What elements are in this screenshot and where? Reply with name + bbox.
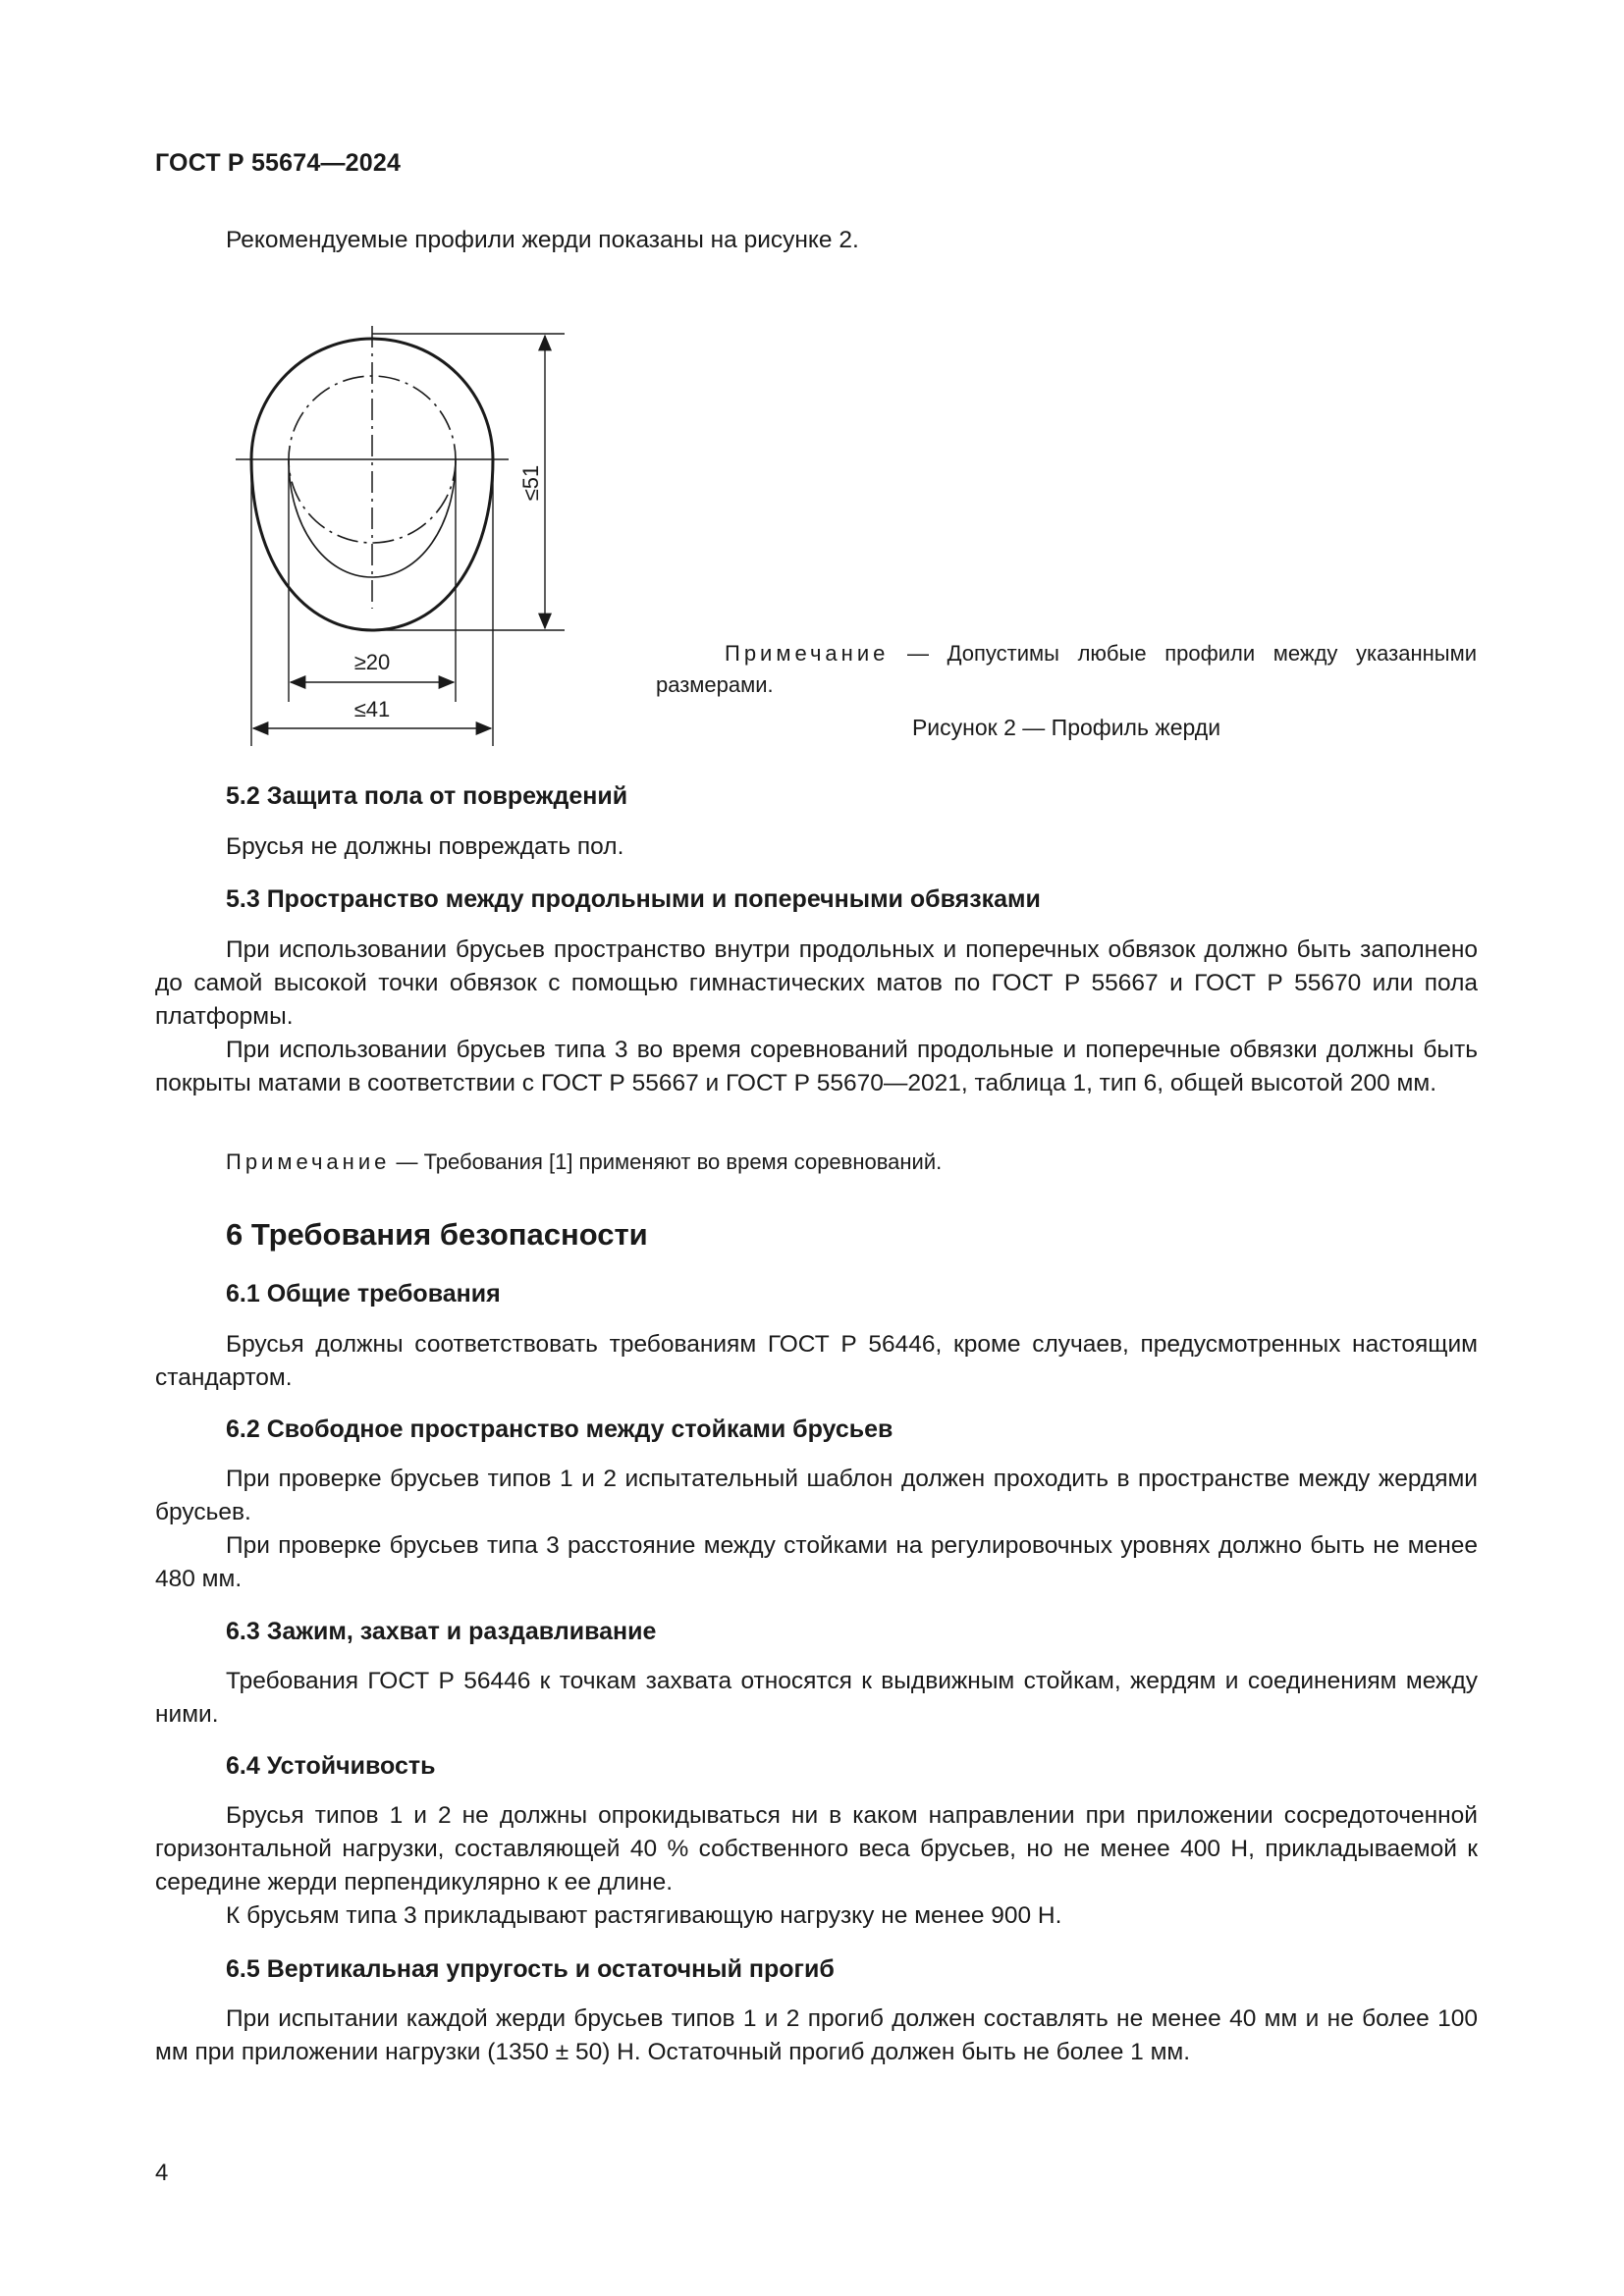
section-6-4-paragraph-2: К брусьям типа 3 прикладывают растягивающую нагрузку не менее 900 Н. bbox=[226, 1902, 1062, 1929]
figure-note-label: Примечание bbox=[725, 641, 890, 666]
section-5-2-title: 5.2 Защита пола от повреждений bbox=[226, 782, 628, 810]
inner-width-label: ≥20 bbox=[353, 650, 391, 674]
section-6-3-title: 6.3 Зажим, захват и раздавливание bbox=[226, 1618, 657, 1645]
section-6-4-paragraph-1: Брусья типов 1 и 2 не должны опрокидываться ни в каком направлении при приложении сосредоточенной горизонтальной нагрузки, составляющей 40 % собственного веса брусьев, но не менее 400 Н, прикладываемой к середине жерди перпендикулярно к ее длине. bbox=[155, 1802, 1478, 1896]
section-6-2-title: 6.2 Свободное пространство между стойками брусьев bbox=[226, 1415, 893, 1443]
intro-paragraph: Рекомендуемые профили жерди показаны на рисунке 2. bbox=[226, 227, 859, 253]
section-6-2-paragraph-1: При проверке брусьев типов 1 и 2 испытательный шаблон должен проходить в пространстве между жердями брусьев. bbox=[155, 1466, 1478, 1525]
section-5-3-note-label: Примечание bbox=[226, 1149, 391, 1174]
bar-profile-figure bbox=[226, 314, 599, 746]
section-6-2-paragraph-2: При проверке брусьев типа 3 расстояние между стойками на регулировочных уровнях должно быть не менее 480 мм. bbox=[155, 1532, 1478, 1592]
section-6-1-title: 6.1 Общие требования bbox=[226, 1280, 501, 1308]
section-6-1-paragraph: Брусья должны соответствовать требованиям ГОСТ Р 56446, кроме случаев, предусмотренных настоящим стандартом. bbox=[155, 1331, 1478, 1391]
section-6-4-title: 6.4 Устойчивость bbox=[226, 1752, 436, 1780]
section-5-2-paragraph: Брусья не должны повреждать пол. bbox=[226, 833, 624, 860]
section-5-3-note bbox=[155, 1147, 1478, 1178]
section-5-3-title: 5.3 Пространство между продольными и поперечными обвязками bbox=[226, 885, 1041, 913]
figure-note-text: — Допустимы любые профили между указанными размерами. bbox=[656, 641, 1477, 697]
outer-width-label: ≤41 bbox=[353, 697, 391, 721]
section-6-5-paragraph: При испытании каждой жерди брусьев типов 1 и 2 прогиб должен составлять не менее 40 мм и не более 100 мм при приложении нагрузки (1350 ± 50) Н. Остаточный прогиб должен быть не более 1 мм. bbox=[155, 2005, 1478, 2065]
document-code: ГОСТ Р 55674—2024 bbox=[155, 149, 402, 177]
height-dimension-label: ≤51 bbox=[518, 464, 543, 502]
section-6-title: 6 Требования безопасности bbox=[226, 1217, 648, 1252]
section-5-3-paragraph-2: При использовании брусьев типа 3 во время соревнований продольные и поперечные обвязки должны быть покрыты матами в соответствии с ГОСТ Р 55667 и ГОСТ Р 55670—2021, таблица 1, тип 6, общей высотой 200 мм. bbox=[155, 1037, 1478, 1096]
figure-note bbox=[656, 638, 1477, 701]
figure-caption: Рисунок 2 — Профиль жерди bbox=[911, 715, 1221, 740]
section-6-5-title: 6.5 Вертикальная упругость и остаточный прогиб bbox=[226, 1955, 835, 1983]
section-5-3-note-text: — Требования [1] применяют во время соревнований. bbox=[390, 1149, 943, 1174]
section-6-3-paragraph: Требования ГОСТ Р 56446 к точкам захвата относятся к выдвижным стойкам, жердям и соединениям между ними. bbox=[155, 1668, 1478, 1728]
section-5-3-paragraph-1: При использовании брусьев пространство внутри продольных и поперечных обвязок должно быть заполнено до самой высокой точки обвязок с помощью гимнастических матов по ГОСТ Р 55667 и ГОСТ Р 55670 или пола платформы. bbox=[155, 936, 1478, 1030]
page-number: 4 bbox=[155, 2160, 169, 2186]
